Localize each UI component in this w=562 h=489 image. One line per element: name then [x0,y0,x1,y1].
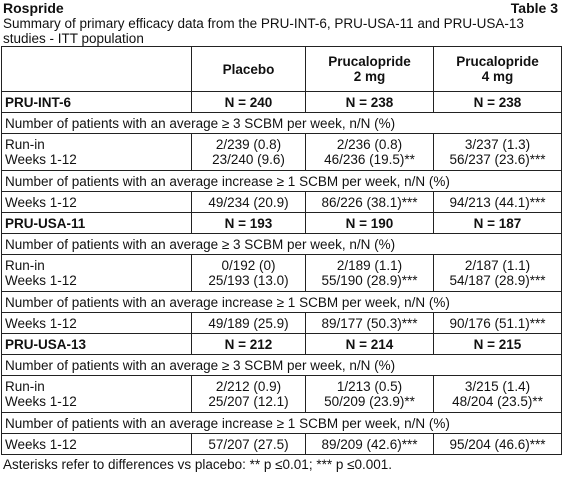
study-name: PRU-INT-6 [2,92,192,113]
header-pru2-line2: 2 mg [353,69,386,84]
value-cell-placebo: 49/189 (25.9) [192,313,306,334]
value-runin: 2/236 (0.8) [336,137,403,152]
study-n-pru2: N = 238 [306,92,434,113]
table-row [2,376,562,413]
table-row [2,134,562,171]
value-cell-pru4 [434,255,562,292]
section-heading: Number of patients with an average increase ≥ 1 SCBM per week, n/N (%) [2,413,562,434]
value-cell-pru2: 89/177 (50.3)*** [306,313,434,334]
section-row [2,171,562,192]
header-prucalopride-4mg [434,47,562,92]
value-runin: 2/239 (0.8) [215,137,282,152]
header-placebo [192,47,306,92]
value-weeks: 25/207 (12.1) [208,394,289,409]
period-label-weeks: Weeks 1-12 [2,434,192,455]
period-label-weeks: Weeks 1-12 [5,273,77,288]
period-label-weeks: Weeks 1-12 [5,394,77,409]
study-row [2,92,562,113]
value-cell-pru4: 94/213 (44.1)*** [434,192,562,213]
efficacy-table [1,46,562,455]
value-weeks: 23/240 (9.6) [212,152,285,167]
value-cell-placebo: 57/207 (27.5) [192,434,306,455]
study-name: PRU-USA-13 [2,334,192,355]
study-n-placebo: N = 193 [192,213,306,234]
table-row [2,313,562,334]
header-row [2,47,562,92]
value-runin: 3/215 (1.4) [464,379,531,394]
study-n-pru2: N = 214 [306,334,434,355]
value-runin: 2/212 (0.9) [215,379,282,394]
study-n-pru4: N = 187 [434,213,562,234]
section-heading: Number of patients with an average ≥ 3 SCBM per week, n/N (%) [2,113,562,134]
section-heading: Number of patients with an average increase ≥ 1 SCBM per week, n/N (%) [2,171,562,192]
header-pru2-line1: Prucalopride [328,54,411,69]
value-weeks: 56/237 (23.6)*** [449,152,546,167]
section-row [2,234,562,255]
section-row [2,113,562,134]
table-caption: Summary of primary efficacy data from the PRU-INT-6, PRU-USA-11 and PRU-USA-13 studies - ITT population [3,16,524,46]
period-labels [2,134,192,171]
value-cell-pru4 [434,134,562,171]
study-name: PRU-USA-11 [2,213,192,234]
period-labels [2,255,192,292]
header-prucalopride-2mg [306,47,434,92]
section-heading: Number of patients with an average increase ≥ 1 SCBM per week, n/N (%) [2,292,562,313]
study-n-pru2: N = 190 [306,213,434,234]
value-cell-placebo: 49/234 (20.9) [192,192,306,213]
value-cell-pru4: 95/204 (46.6)*** [434,434,562,455]
value-cell-pru4: 90/176 (51.1)*** [434,313,562,334]
period-label-weeks: Weeks 1-12 [2,192,192,213]
value-weeks: 50/209 (23.9)** [324,394,415,409]
period-label-runin: Run-in [5,258,45,273]
section-heading: Number of patients with an average ≥ 3 SCBM per week, n/N (%) [2,234,562,255]
value-weeks: 48/204 (23.5)** [452,394,543,409]
header-placebo-label: Placebo [222,61,275,77]
value-runin: 2/189 (1.1) [336,258,403,273]
study-row [2,213,562,234]
section-row [2,292,562,313]
section-row [2,355,562,376]
table-row [2,192,562,213]
value-weeks: 46/236 (19.5)** [324,152,415,167]
value-cell-placebo [192,134,306,171]
value-runin: 3/237 (1.3) [464,137,531,152]
study-row [2,334,562,355]
section-row [2,413,562,434]
value-weeks: 54/187 (28.9)*** [449,273,546,288]
value-weeks: 55/190 (28.9)*** [321,273,418,288]
value-cell-pru4 [434,376,562,413]
document-title: Rospride [3,0,64,16]
value-cell-placebo [192,255,306,292]
header-blank-cell [2,47,192,92]
value-cell-pru2: 89/209 (42.6)*** [306,434,434,455]
table-number: Table 3 [510,0,558,16]
period-label-runin: Run-in [5,137,45,152]
value-cell-pru2 [306,255,434,292]
study-n-placebo: N = 212 [192,334,306,355]
table-row [2,434,562,455]
value-cell-pru2 [306,376,434,413]
value-cell-pru2: 86/226 (38.1)*** [306,192,434,213]
document-header [0,0,562,16]
period-labels [2,376,192,413]
value-weeks: 25/193 (13.0) [208,273,289,288]
header-pru4-line2: 4 mg [481,69,514,84]
value-runin: 0/192 (0) [221,258,276,273]
header-pru4-line1: Prucalopride [456,54,539,69]
study-n-placebo: N = 240 [192,92,306,113]
value-runin: 1/213 (0.5) [336,379,403,394]
period-label-weeks: Weeks 1-12 [5,152,77,167]
value-cell-pru2 [306,134,434,171]
value-runin: 2/187 (1.1) [464,258,531,273]
period-label-runin: Run-in [5,379,45,394]
period-label-weeks: Weeks 1-12 [2,313,192,334]
table-row [2,255,562,292]
footnote: Asterisks refer to differences vs placebo: ** p ≤0.01; *** p ≤0.001. [3,457,393,472]
value-cell-placebo [192,376,306,413]
section-heading: Number of patients with an average ≥ 3 SCBM per week, n/N (%) [2,355,562,376]
study-n-pru4: N = 238 [434,92,562,113]
study-n-pru4: N = 215 [434,334,562,355]
